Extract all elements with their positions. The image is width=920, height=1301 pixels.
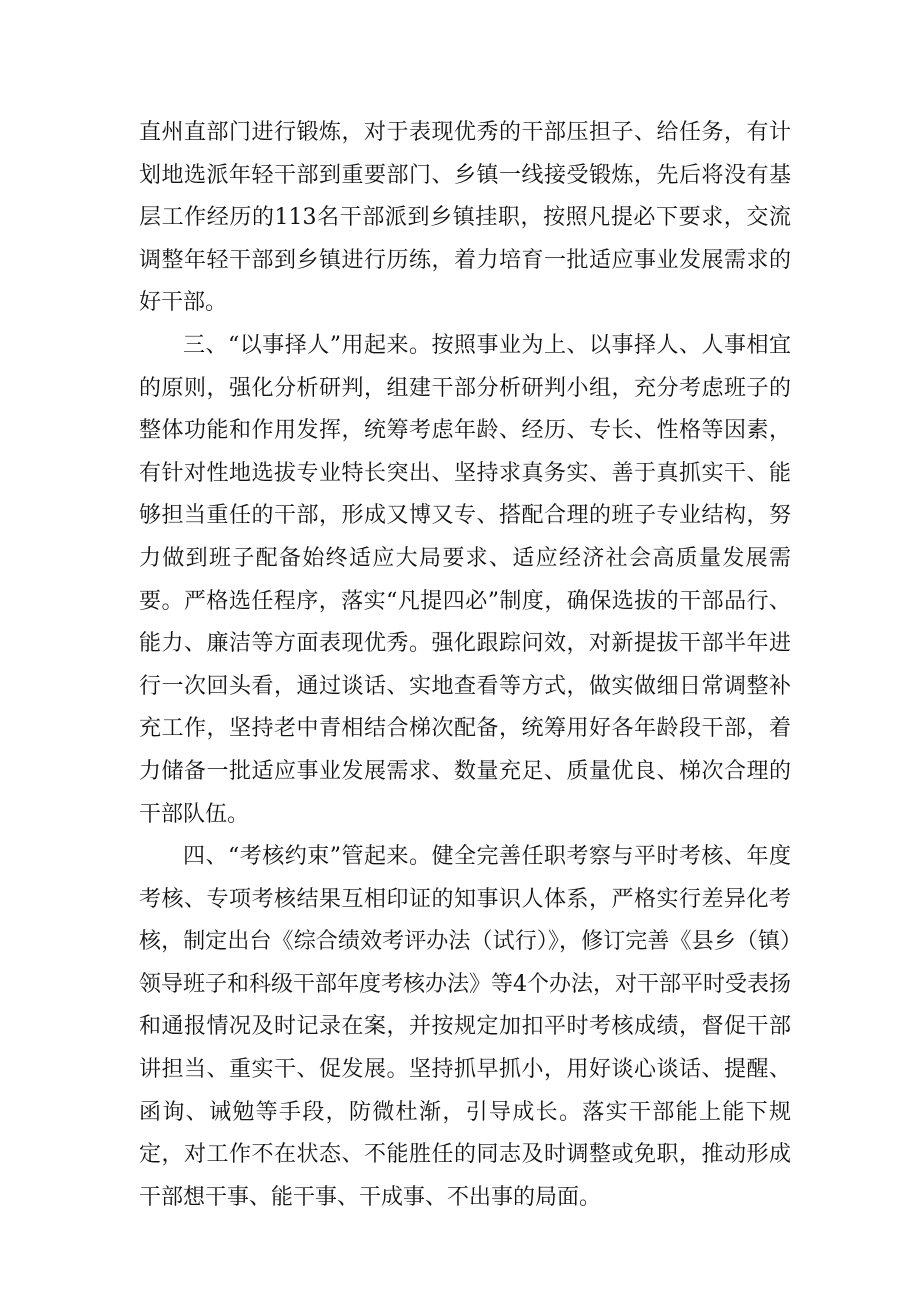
paragraph-section-three: 三、“以事择人”用起来。按照事业为上、以事择人、人事相宜的原则，强化分析研判，组建干部分析研判小组，充分考虑班子的整体功能和作用发挥，统筹考虑年龄、经历、专长、性格等因素，有针对性地选拔专业特长突出、坚持求真务实、善于真抓实干、能够担当重任的干部，形成又博又专、搭配合理的班子专业结构，努力做到班子配备始终适应大局要求、适应经济社会高质量发展需要。严格选任程序，落实“凡提四必”制度，确保选拔的干部品行、能力、廉洁等方面表现优秀。强化跟踪问效，对新提拔干部半年进行一次回头看，通过谈话、实地查看等方式，做实做细日常调整补充工作，坚持老中青相结合梯次配备，统筹用好各年龄段干部，着力储备一批适应事业发展需求、数量充足、质量优良、梯次合理的干部队伍。 <box>139 332 791 827</box>
paragraph-continuation: 直州直部门进行锻炼，对于表现优秀的干部压担子、给任务，有计划地选派年轻干部到重要部门、乡镇一线接受锻炼，先后将没有基层工作经历的113名干部派到乡镇挂职，按照凡提必下要求，交流调整年轻干部到乡镇进行历练，着力培育一批适应事业发展需求的好干部。 <box>139 120 791 316</box>
paragraph-section-four: 四、“考核约束”管起来。健全完善任职考察与平时考核、年度考核、专项考核结果互相印证的知事识人体系，严格实行差异化考核，制定出台《综合绩效考评办法（试行）》，修订完善《县乡（镇）领导班子和科级干部年度考核办法》等4个办法，对干部平时受表扬和通报情况及时记录在案，并按规定加扣平时考核成绩，督促干部讲担当、重实干、促发展。坚持抓早抓小，用好谈心谈话、提醒、函询、诫勉等手段，防微杜渐，引导成长。落实干部能上能下规定，对工作不在状态、不能胜任的同志及时调整或免职，推动形成干部想干事、能干事、干成事、不出事的局面。 <box>139 844 791 1210</box>
document-body <box>139 112 791 1219</box>
